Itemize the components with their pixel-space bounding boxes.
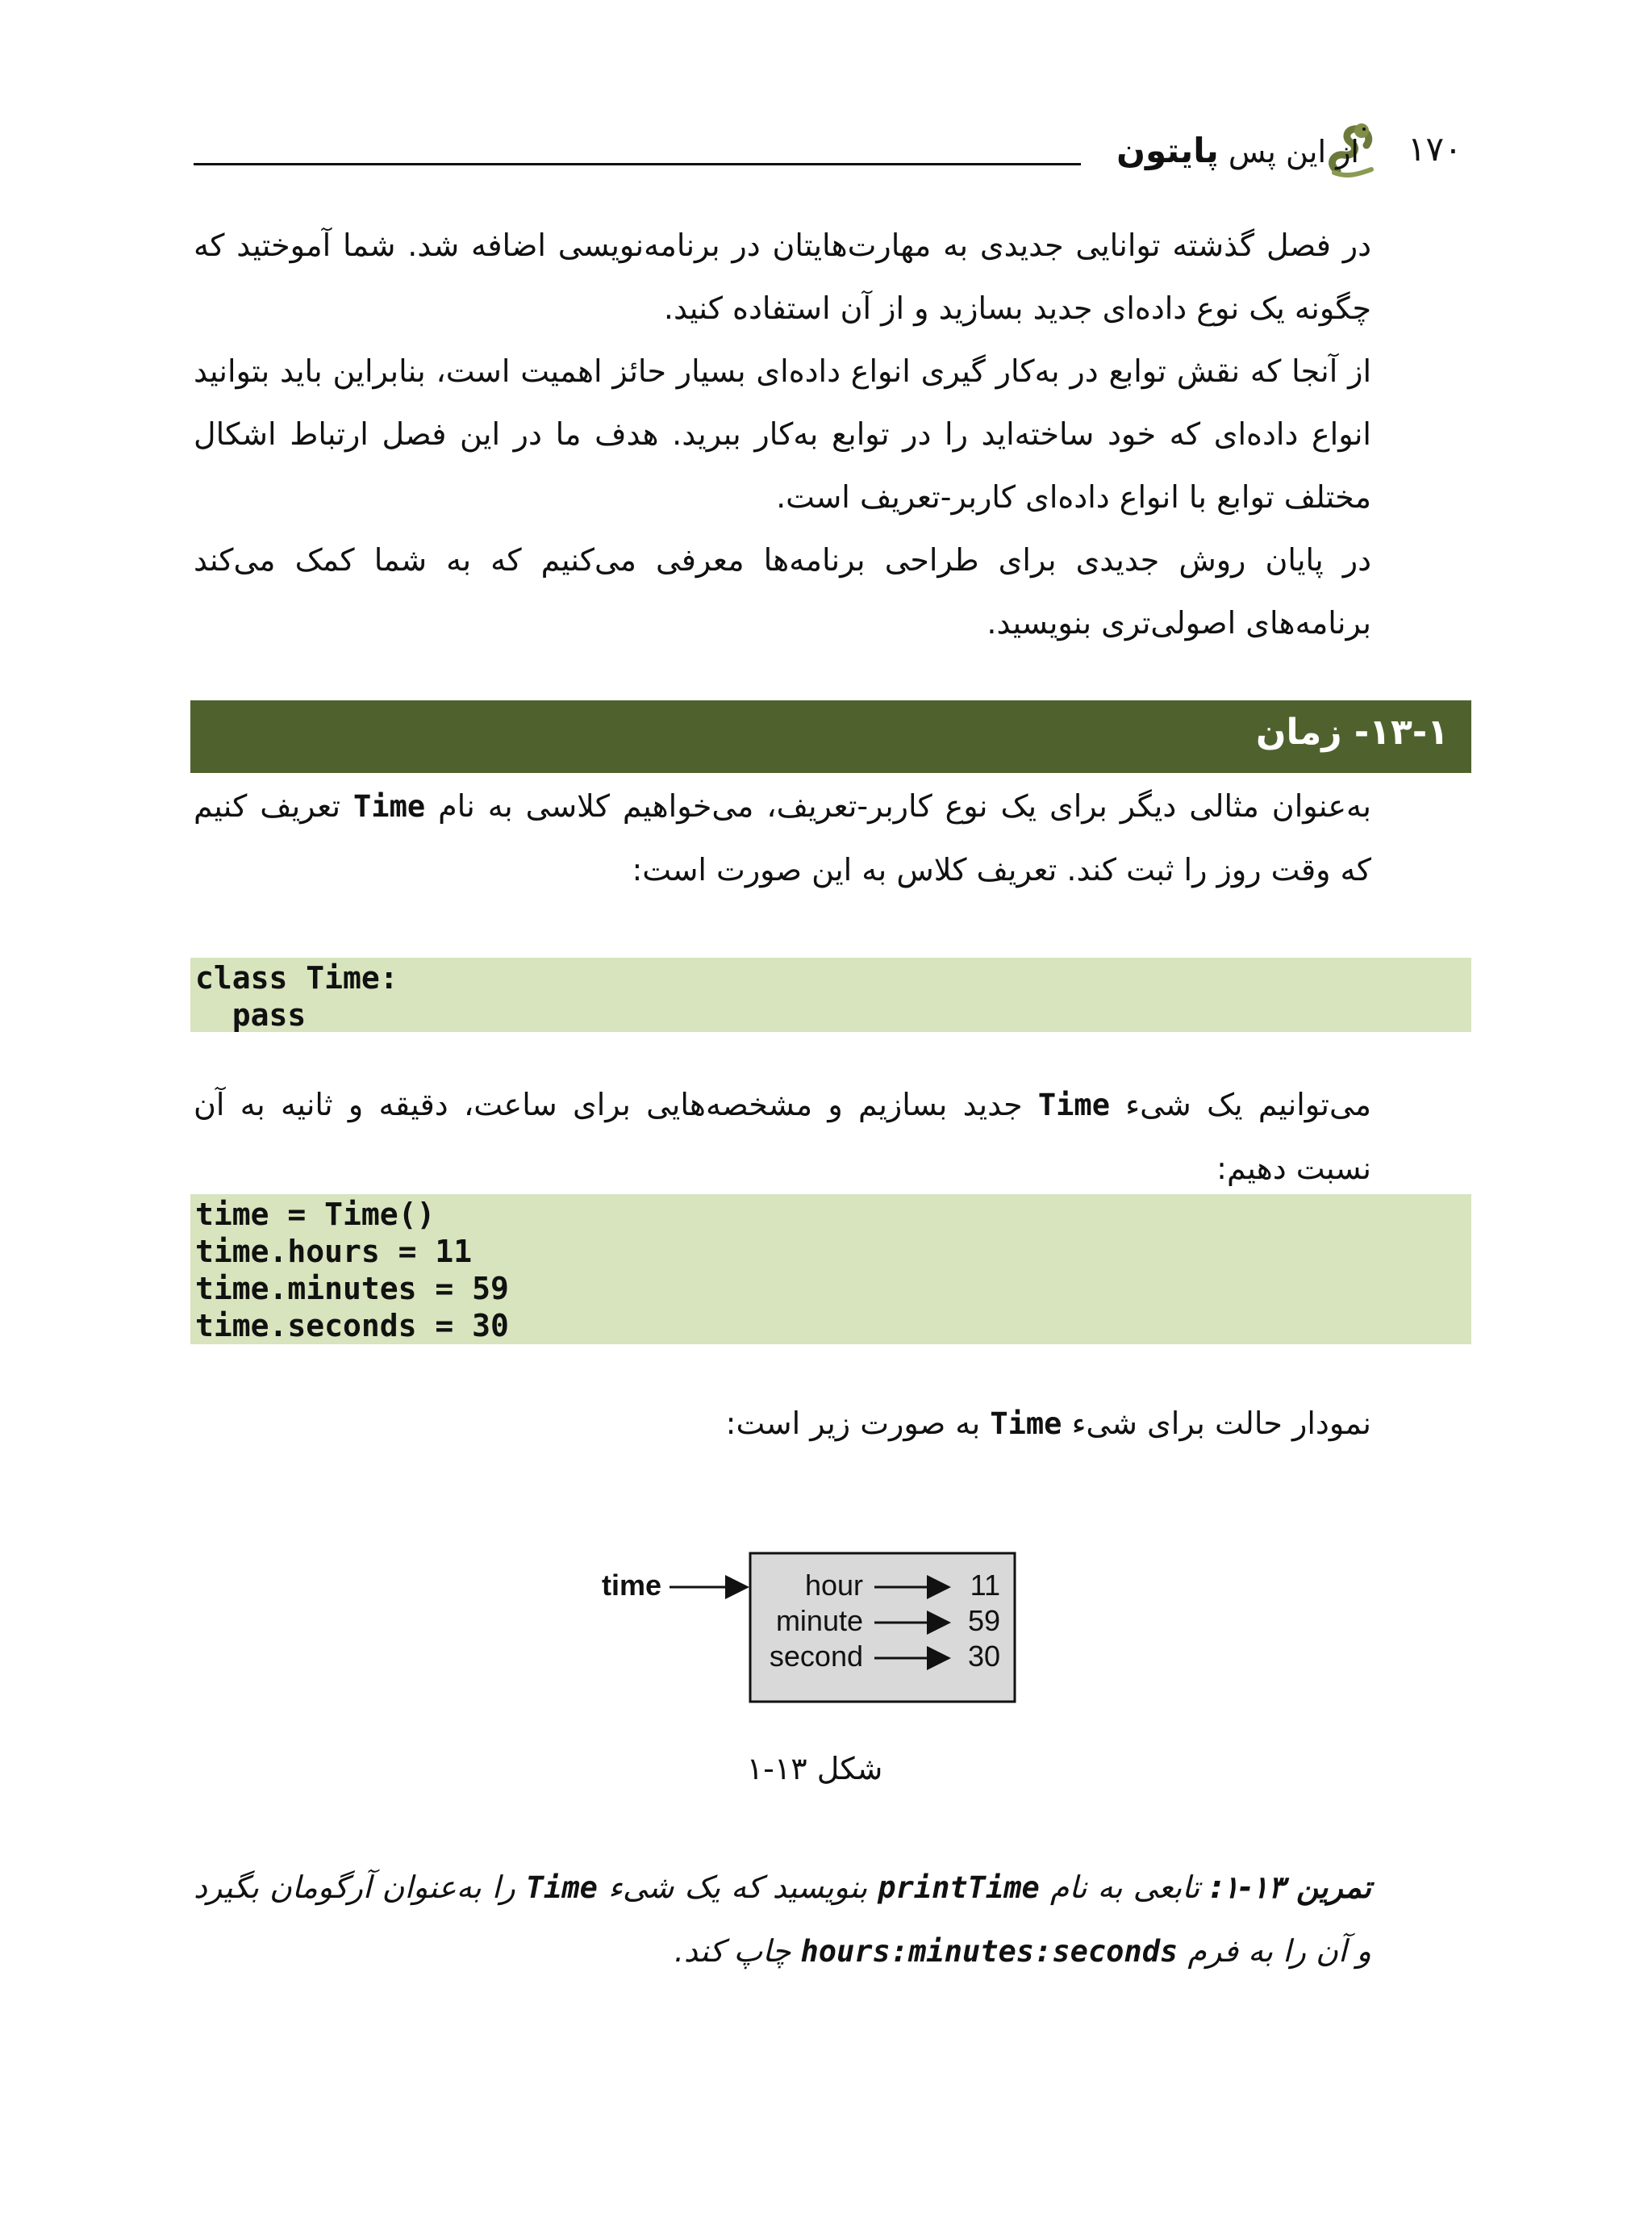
body-paragraph-state-diagram: نمودار حالت برای شیء Time به صورت زیر است: [725,1406,1371,1441]
code-block-class-def: class Time: pass [190,958,1471,1032]
code-block-attribute-assign: time = Time() time.hours = 11 time.minutes = 59 time.seconds = 30 [190,1194,1471,1344]
state-diagram [581,1545,1032,1707]
body-paragraph-class-intro: به‌عنوان مثالی دیگر برای یک نوع کاربر-تعریف، می‌خواهیم کلاسی به نام Time تعریف کنیم که وقت روز را ثبت کند. تعریف کلاس به این صورت است: [194,788,1371,888]
inline-code-format: hours:minutes:seconds [800,1934,1179,1969]
exercise-label: تمرین ۱۳-۱: [1210,1869,1371,1905]
exercise-paragraph: تمرین ۱۳-۱: تابعی به نام printTime بنویسید که یک شیء Time را به‌عنوان آرگومان بگیرد و آن را به فرم hours:minutes:seconds چاپ کند. [194,1869,1371,1969]
inline-code-time: Time [525,1870,598,1905]
intro-paragraph-1: در فصل گذشته توانایی جدیدی به مهارت‌هایتان در برنامه‌نویسی اضافه شد. شما آموختید که چگونه یک نوع داده‌ای جدید بسازید و از آن استفاده کنید. [194,228,1371,326]
diagram-attr-name: hour [804,1569,863,1602]
diagram-attr-name: minute [775,1604,863,1637]
header-rule [194,163,1081,165]
diagram-attr-value: 30 [967,1640,1000,1673]
section-heading-bar [190,700,1471,773]
section-title: ۱۳-۱- زمان [1255,712,1449,753]
intro-paragraph-3: در پایان روش جدیدی برای طراحی برنامه‌ها معرفی می‌کنیم که به شما کمک می‌کند برنامه‌های اصولی‌تری بنویسید. [194,542,1371,641]
inline-code-time: Time [990,1406,1062,1441]
diagram-attr-value: 11 [970,1569,1000,1602]
figure-caption: شکل ۱۳-۱ [746,1751,883,1786]
body-paragraph-attributes: می‌توانیم یک شیء Time جدید بسازیم و مشخصه‌هایی برای ساعت، دقیقه و ثانیه به آن نسبت دهیم: [194,1087,1371,1186]
inline-code-time: Time [353,789,426,824]
inline-code-printtime: printTime [878,1870,1040,1905]
inline-code-time: Time [1037,1088,1110,1122]
book-title [1101,131,1359,170]
diagram-attr-value: 59 [967,1604,1000,1637]
book-title-bold: پایتون [1116,131,1219,170]
page-number: ۱۷۰ [1408,129,1462,169]
diagram-attr-name: second [769,1640,863,1673]
book-title-prefix: از این پس [1228,134,1359,169]
intro-paragraph-2: از آنجا که نقش توابع در به‌کار گیری انواع داده‌ای بسیار حائز اهمیت است، بنابراین باید بتوانید انواع داده‌ای که خود ساخته‌اید را در توابع به‌کار ببرید. هدف ما در این فصل ارتباط اشکال مختلف توابع با انواع داده‌ای کاربر-تعریف است. [194,353,1371,515]
diagram-variable-name: time [601,1569,661,1602]
